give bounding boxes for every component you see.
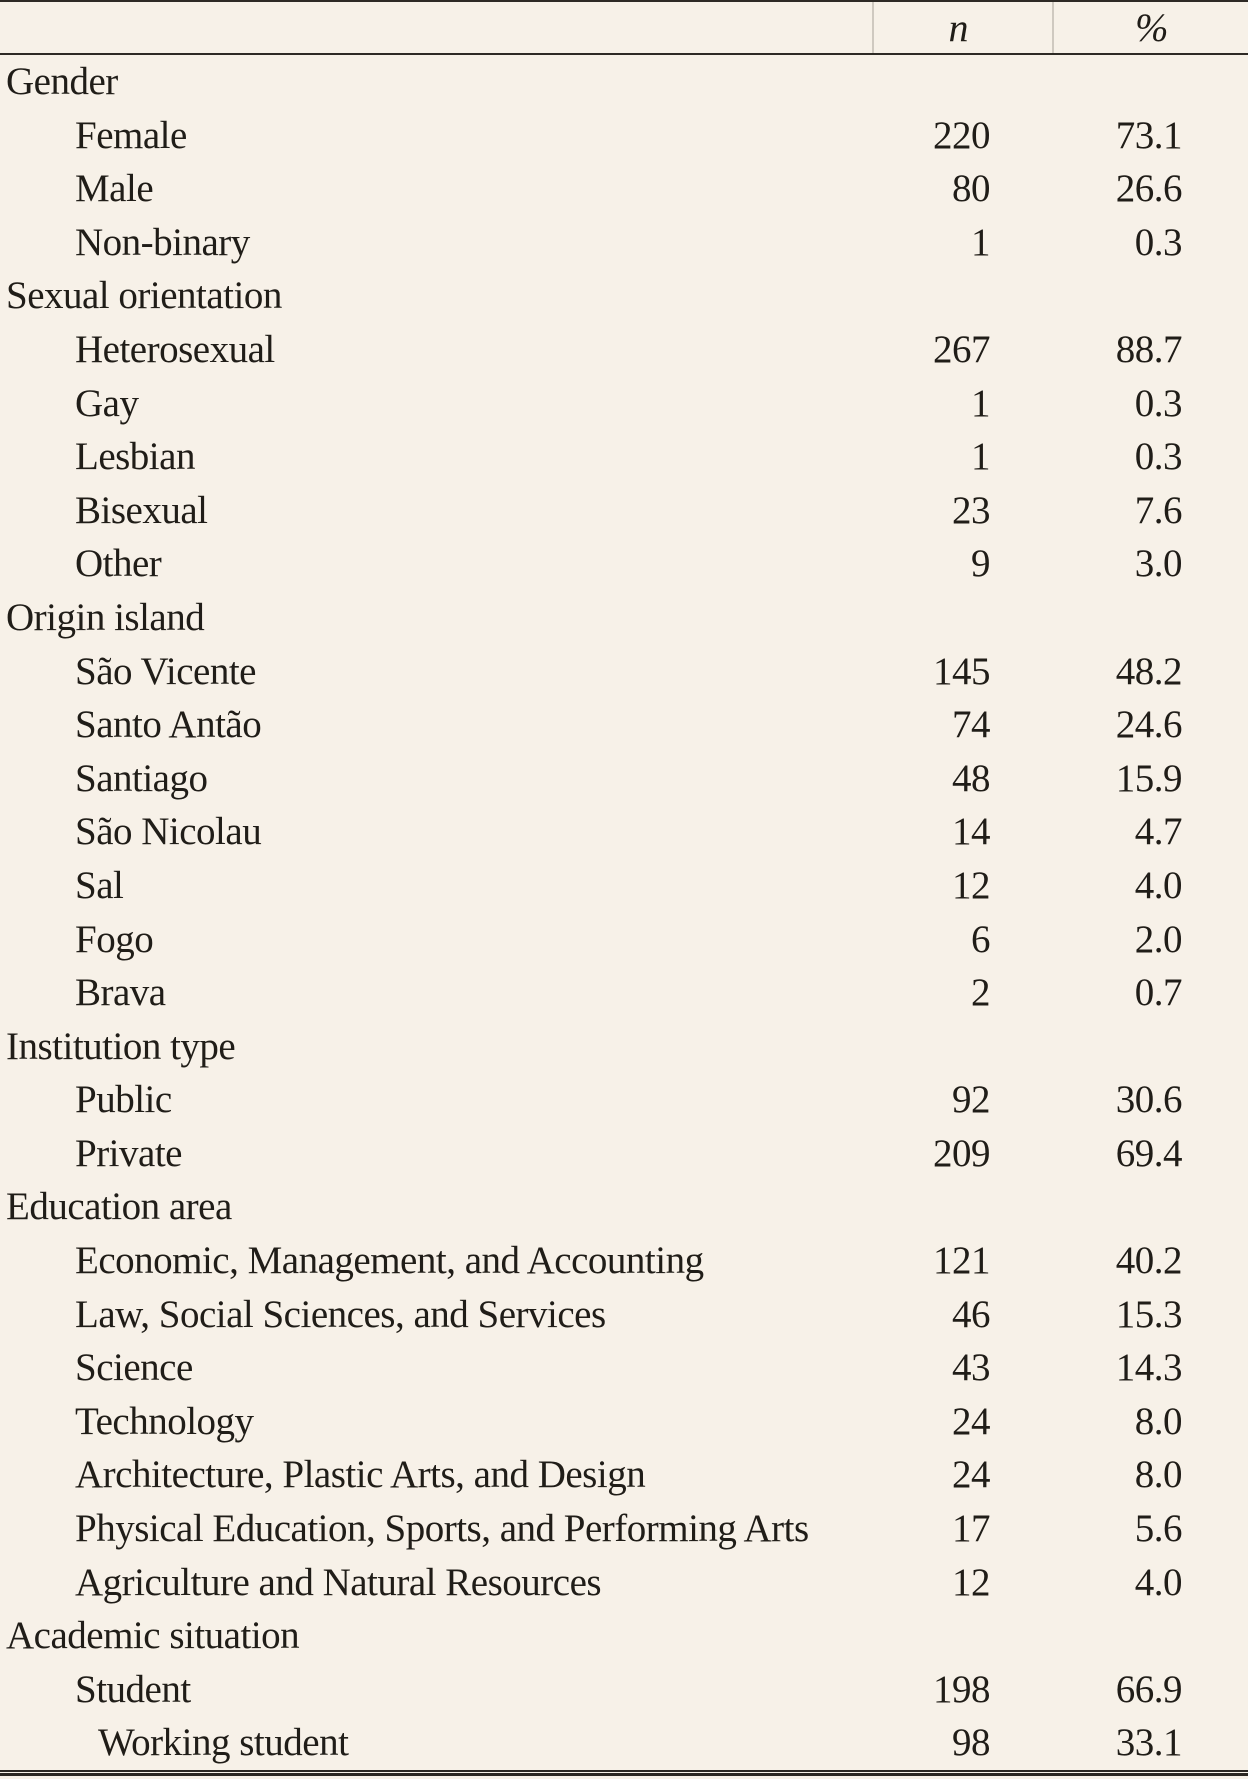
section-pct-cell — [990, 591, 1182, 645]
row-percent-value: 8.0 — [1134, 1453, 1182, 1497]
table-row — [0, 1448, 1248, 1502]
row-label: Gay — [75, 381, 139, 425]
table-row — [0, 377, 1248, 431]
row-percent-value: 26.6 — [1115, 167, 1182, 211]
table-row — [0, 162, 1248, 216]
row-percent-value: 8.0 — [1134, 1399, 1182, 1443]
section-row — [0, 1180, 1248, 1234]
table-header-row — [0, 2, 1248, 53]
row-percent-value: 88.7 — [1115, 327, 1182, 371]
row-n-value: 198 — [933, 1667, 990, 1711]
row-label: Sal — [75, 863, 124, 907]
row-label: Lesbian — [75, 435, 195, 479]
section-row — [0, 55, 1248, 109]
section-n-cell — [840, 591, 990, 645]
row-label: Brava — [75, 971, 166, 1015]
table-row — [0, 1127, 1248, 1181]
section-pct-cell — [990, 55, 1182, 109]
row-n-value: 1 — [971, 435, 990, 479]
section-n-cell — [840, 1180, 990, 1234]
section-pct-cell — [990, 269, 1182, 323]
row-percent-value: 0.3 — [1134, 220, 1182, 264]
row-n-value: 121 — [933, 1239, 990, 1283]
row-n-value: 209 — [933, 1131, 990, 1175]
row-label: Male — [75, 167, 154, 211]
table-row — [0, 430, 1248, 484]
table-row — [0, 1395, 1248, 1449]
table-row — [0, 1288, 1248, 1342]
row-label: Other — [75, 542, 162, 586]
row-percent-value: 48.2 — [1115, 649, 1182, 693]
section-n-cell — [840, 1609, 990, 1663]
section-n-cell — [840, 1020, 990, 1074]
row-n-value: 9 — [971, 542, 990, 586]
table-row — [0, 698, 1248, 752]
row-n-value: 267 — [933, 327, 990, 371]
table-bottom-rule — [0, 1770, 1248, 1776]
table-row — [0, 537, 1248, 591]
row-label: Economic, Management, and Accounting — [75, 1239, 704, 1283]
section-label: Gender — [6, 60, 118, 103]
table-row — [0, 1234, 1248, 1288]
row-percent-value: 0.3 — [1134, 435, 1182, 479]
row-percent-value: 5.6 — [1134, 1507, 1182, 1551]
row-percent-value: 14.3 — [1115, 1346, 1182, 1390]
row-percent-value: 69.4 — [1115, 1131, 1182, 1175]
row-percent-value: 4.0 — [1134, 1560, 1182, 1604]
table-row — [0, 323, 1248, 377]
row-label: Physical Education, Sports, and Performing Arts — [75, 1507, 809, 1551]
row-label: Private — [75, 1131, 182, 1175]
row-n-value: 145 — [933, 649, 990, 693]
row-label: Fogo — [75, 917, 154, 961]
table-row — [0, 966, 1248, 1020]
table-row — [0, 913, 1248, 967]
row-n-value: 46 — [952, 1292, 990, 1336]
row-n-value: 48 — [952, 756, 990, 800]
table-row — [0, 645, 1248, 699]
column-header-n: n — [948, 5, 968, 50]
row-n-value: 80 — [952, 167, 990, 211]
row-percent-value: 24.6 — [1115, 703, 1182, 747]
row-percent-value: 2.0 — [1134, 917, 1182, 961]
row-n-value: 92 — [952, 1078, 990, 1122]
row-label: São Vicente — [75, 649, 256, 693]
row-label: Female — [75, 113, 187, 157]
table-row — [0, 1716, 1248, 1770]
row-label: Technology — [75, 1399, 254, 1443]
row-percent-value: 4.0 — [1134, 863, 1182, 907]
row-percent-value: 66.9 — [1115, 1667, 1182, 1711]
row-label: Working student — [98, 1721, 349, 1765]
section-row — [0, 591, 1248, 645]
section-row — [0, 1020, 1248, 1074]
row-n-value: 24 — [952, 1399, 990, 1443]
table-row — [0, 1663, 1248, 1717]
section-n-cell — [840, 55, 990, 109]
table-row — [0, 1341, 1248, 1395]
row-n-value: 74 — [952, 703, 990, 747]
table-row — [0, 1073, 1248, 1127]
row-percent-value: 3.0 — [1134, 542, 1182, 586]
table-row — [0, 109, 1248, 163]
row-n-value: 1 — [971, 220, 990, 264]
row-percent-value: 40.2 — [1115, 1239, 1182, 1283]
row-percent-value: 15.3 — [1115, 1292, 1182, 1336]
section-row — [0, 269, 1248, 323]
row-percent-value: 30.6 — [1115, 1078, 1182, 1122]
row-label: Student — [75, 1667, 191, 1711]
row-percent-value: 0.3 — [1134, 381, 1182, 425]
column-separator-tick — [1052, 2, 1054, 53]
section-label: Academic situation — [6, 1614, 300, 1658]
row-n-value: 220 — [933, 113, 990, 157]
table-row — [0, 216, 1248, 270]
row-label: Science — [75, 1346, 193, 1390]
row-n-value: 6 — [971, 917, 990, 961]
section-pct-cell — [990, 1609, 1182, 1663]
row-n-value: 2 — [971, 971, 990, 1015]
row-percent-value: 0.7 — [1134, 971, 1182, 1015]
row-label: Bisexual — [75, 488, 208, 532]
row-n-value: 98 — [952, 1721, 990, 1765]
row-n-value: 17 — [952, 1507, 990, 1551]
row-label: Public — [75, 1078, 172, 1122]
row-n-value: 1 — [971, 381, 990, 425]
row-n-value: 12 — [952, 863, 990, 907]
row-percent-value: 73.1 — [1115, 113, 1182, 157]
section-label: Education area — [6, 1185, 232, 1229]
row-n-value: 14 — [952, 810, 990, 854]
row-n-value: 12 — [952, 1560, 990, 1604]
column-separator-tick — [872, 2, 874, 53]
section-pct-cell — [990, 1020, 1182, 1074]
row-n-value: 24 — [952, 1453, 990, 1497]
row-label: Law, Social Sciences, and Services — [75, 1292, 606, 1336]
table-body — [0, 55, 1248, 1770]
section-row — [0, 1609, 1248, 1663]
row-percent-value: 15.9 — [1115, 756, 1182, 800]
table-row — [0, 752, 1248, 806]
row-label: São Nicolau — [75, 810, 262, 854]
table-row — [0, 805, 1248, 859]
row-label: Non-binary — [75, 220, 250, 264]
row-label: Santiago — [75, 756, 208, 800]
table-row — [0, 1556, 1248, 1610]
row-n-value: 43 — [952, 1346, 990, 1390]
row-percent-value: 33.1 — [1115, 1721, 1182, 1765]
row-label: Architecture, Plastic Arts, and Design — [75, 1453, 646, 1497]
row-n-value: 23 — [952, 488, 990, 532]
row-label: Heterosexual — [75, 327, 275, 371]
row-percent-value: 4.7 — [1134, 810, 1182, 854]
row-percent-value: 7.6 — [1134, 488, 1182, 532]
section-pct-cell — [990, 1180, 1182, 1234]
section-n-cell — [840, 269, 990, 323]
section-label: Origin island — [6, 595, 205, 639]
column-header-percent: % — [1135, 5, 1168, 50]
table-row — [0, 859, 1248, 913]
table-row — [0, 484, 1248, 538]
section-label: Institution type — [6, 1024, 236, 1068]
section-label: Sexual orientation — [6, 274, 282, 318]
table-row — [0, 1502, 1248, 1556]
row-label: Agriculture and Natural Resources — [75, 1560, 602, 1604]
row-label: Santo Antão — [75, 703, 262, 747]
